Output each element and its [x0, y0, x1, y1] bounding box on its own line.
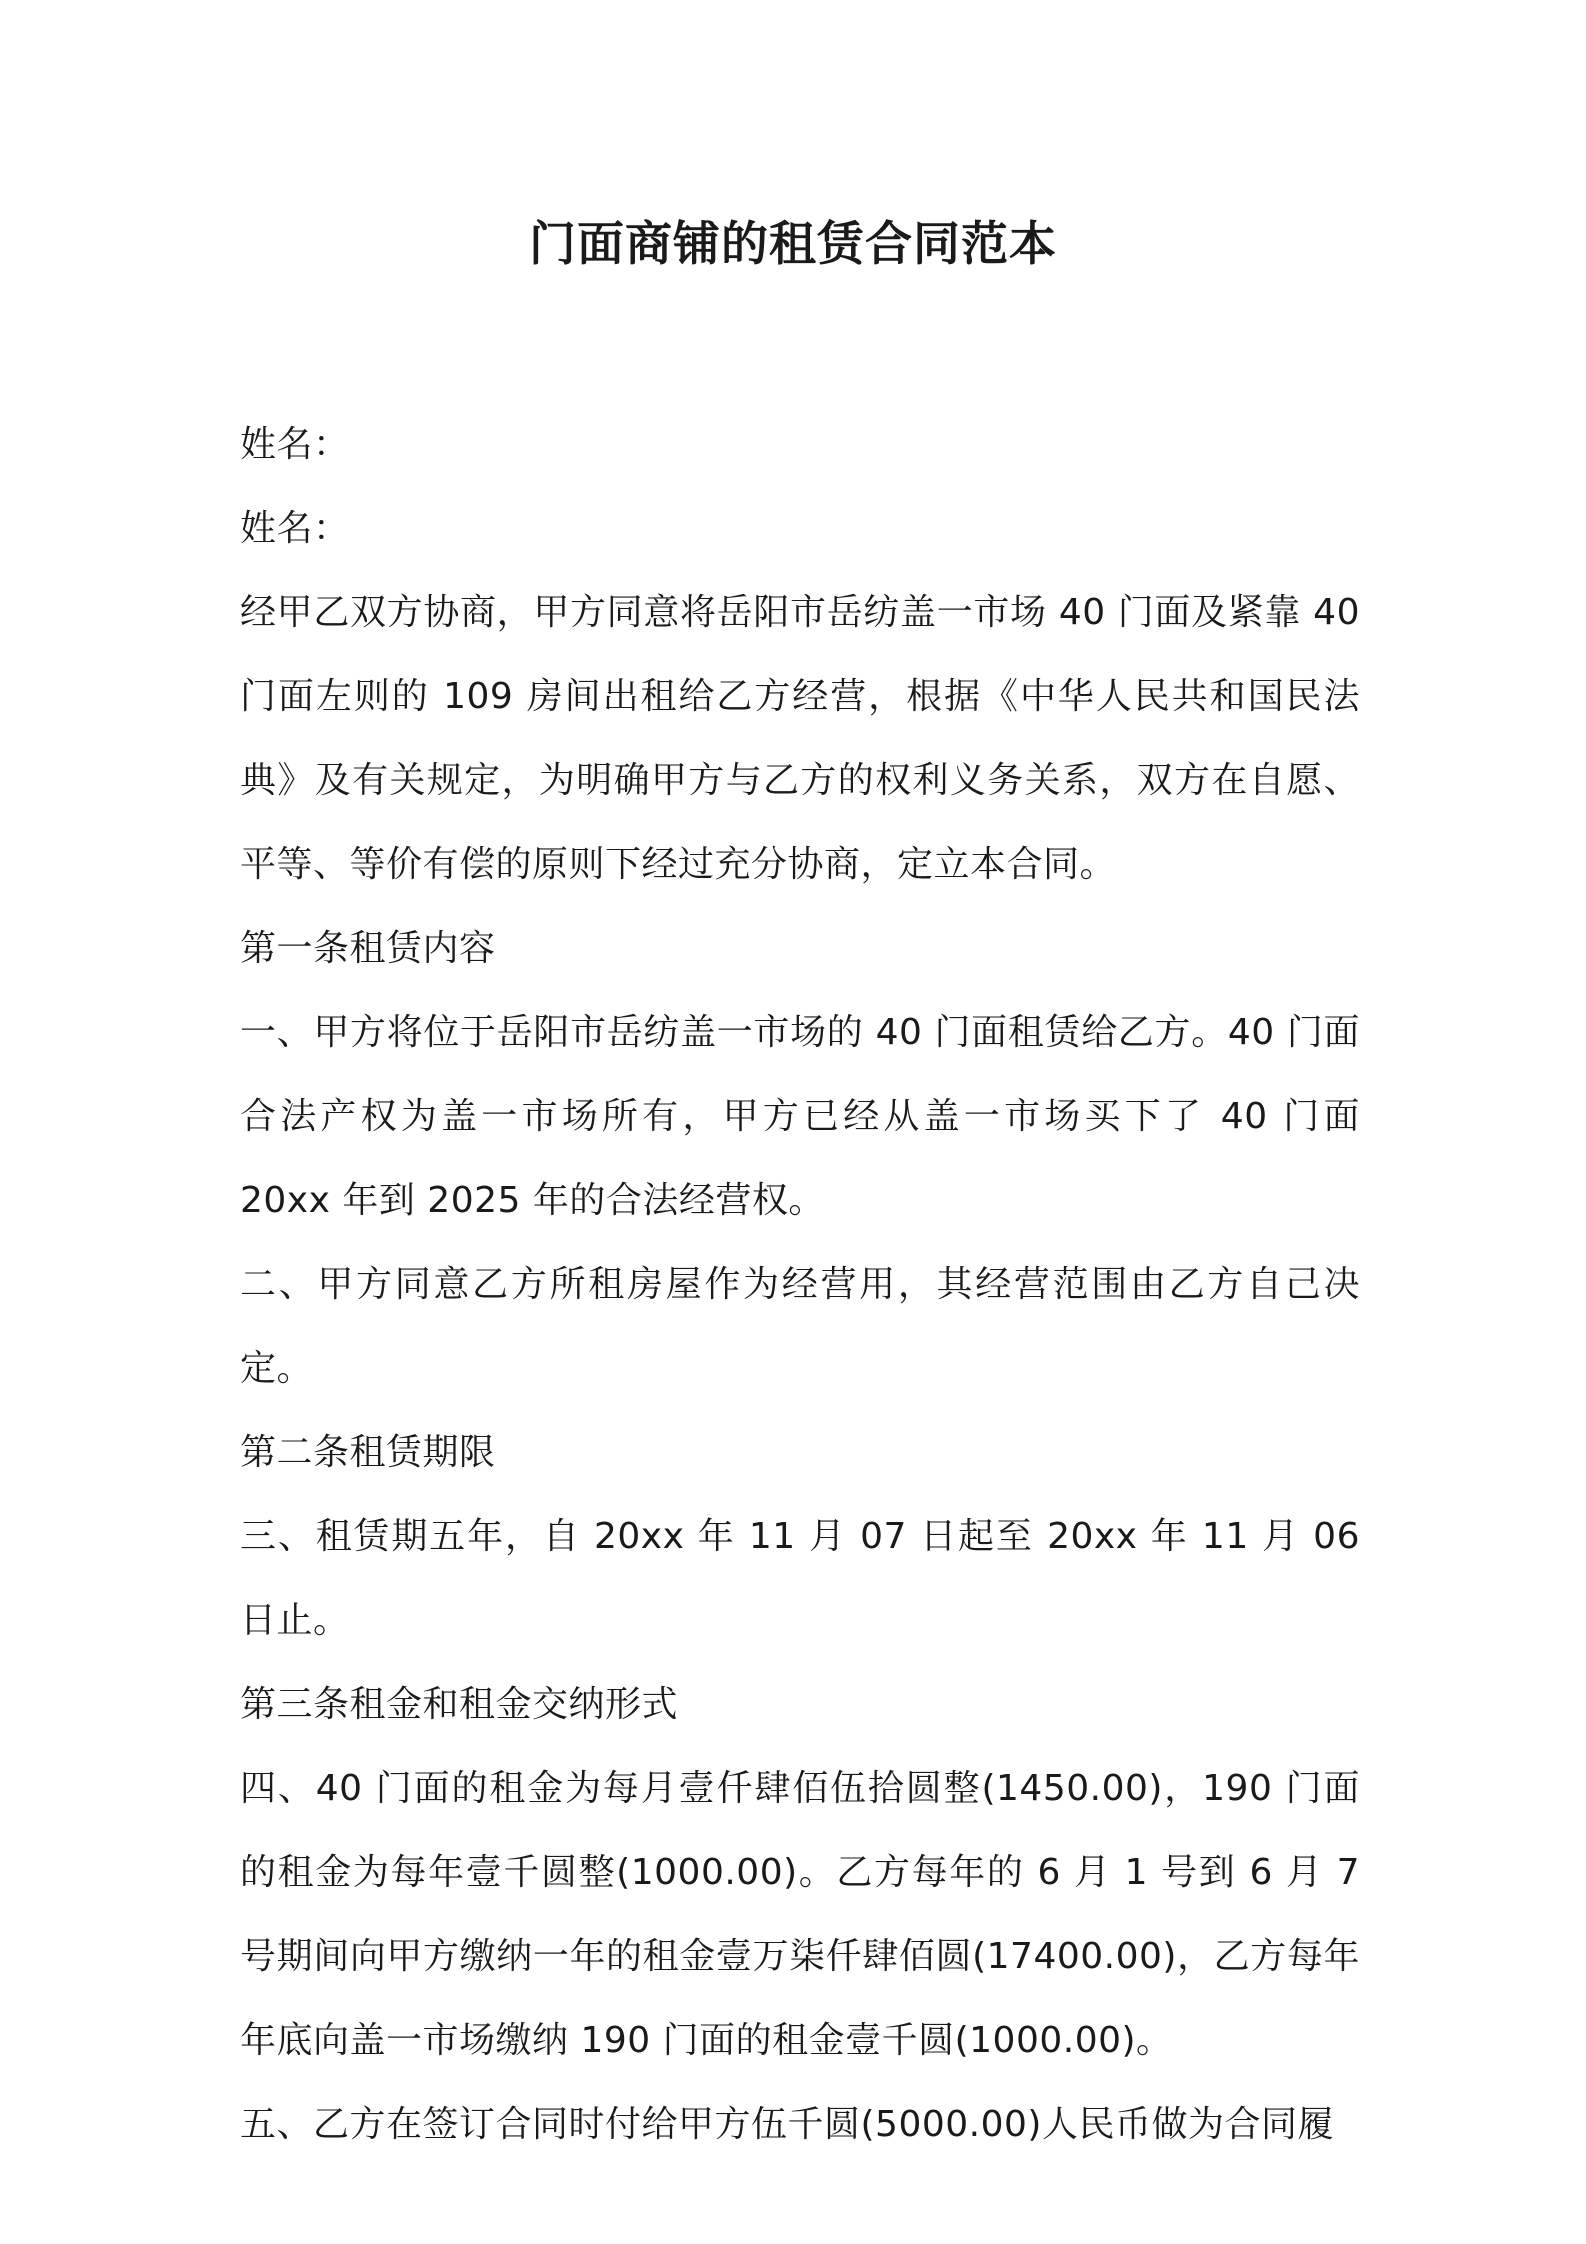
party-a-name-line: 姓名： [240, 424, 350, 465]
document-body [240, 403, 1360, 2167]
preamble-paragraph: 经甲乙双方协商，甲方同意将岳阳市岳纺盖一市场 40 门面及紧靠 40 门面左则的 109 房间出租给乙方经营，根据《中华人民共和国民法典》及有关规定，为明确甲方与乙方的权利义务关系，双方在自愿、平等、等价有偿的原则下经过充分协商，定立本合同。 [240, 592, 1360, 885]
party-b-name-line: 姓名： [240, 508, 350, 549]
article-3-heading: 第三条租金和租金交纳形式 [240, 1684, 679, 1725]
document-title: 门面商铺的租赁合同范本 [529, 217, 1057, 272]
clause-3: 三、租赁期五年，自 20xx 年 11 月 07 日起至 20xx 年 11 月 06 日止。 [240, 1516, 1360, 1641]
clause-1: 一、甲方将位于岳阳市岳纺盖一市场的 40 门面租赁给乙方。40 门面合法产权为盖一市场所有，甲方已经从盖一市场买下了 40 门面 20xx 年到 2025 年的合法经营权。 [240, 1012, 1360, 1221]
clause-2: 二、甲方同意乙方所租房屋作为经营用，其经营范围由乙方自己决定。 [240, 1264, 1360, 1389]
article-2-heading: 第二条租赁期限 [240, 1432, 496, 1473]
article-1-heading: 第一条租赁内容 [240, 928, 496, 969]
clause-4: 四、40 门面的租金为每月壹仟肆佰伍拾圆整(1450.00)，190 门面的租金为每年壹千圆整(1000.00)。乙方每年的 6 月 1 号到 6 月 7 号期间向甲方缴纳一年的租金壹万柒仟肆佰圆(17400.00)，乙方每年年底向盖一市场缴纳 190 门面的租金壹千圆(1000.00)。 [240, 1768, 1360, 2061]
clause-5: 五、乙方在签订合同时付给甲方伍千圆(5000.00)人民币做为合同履 [240, 2104, 1334, 2145]
